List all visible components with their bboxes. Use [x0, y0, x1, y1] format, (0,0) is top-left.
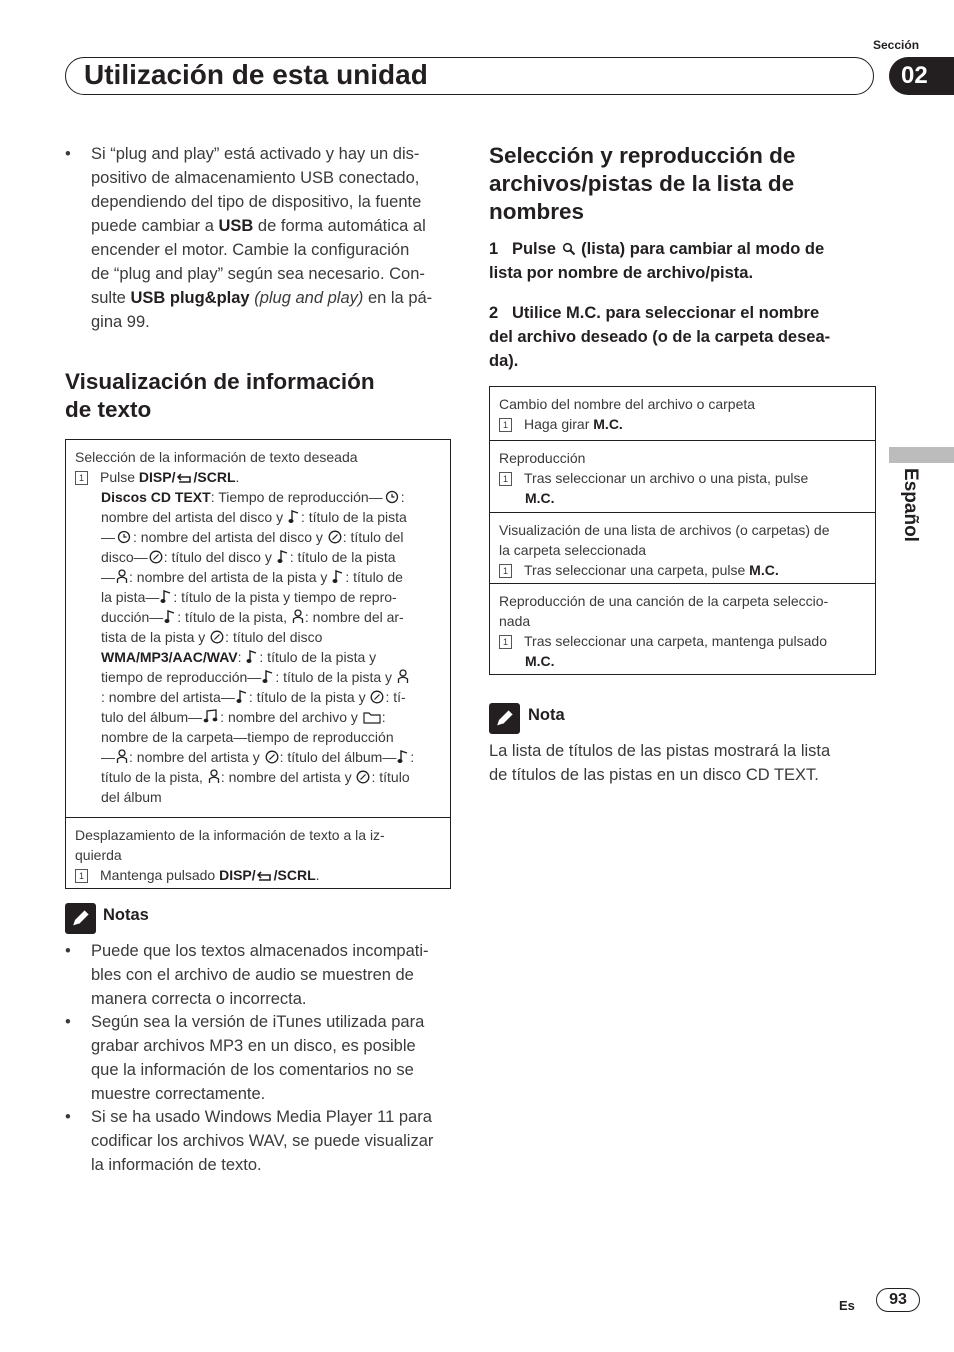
text-line: Si “plug and play” está activado y hay un dis- [91, 145, 420, 163]
section-label: Sección [873, 38, 920, 52]
text-line: La lista de títulos de las pistas mostrará la lista [489, 742, 831, 760]
disc-icon [370, 690, 384, 704]
heading-line: Selección y reproducción de [489, 143, 796, 168]
step-number: 1 [499, 418, 512, 432]
text-span: — [101, 749, 115, 765]
text-span: : título de la pista y [248, 689, 370, 705]
text-line: dependiendo del tipo de dispositivo, la fuente [91, 193, 422, 211]
page-title: Utilización de esta unidad [84, 59, 428, 90]
text-line: bles con el archivo de audio se muestren de [91, 966, 414, 984]
text-span: nombre del artista del disco y [101, 509, 287, 525]
step-line [75, 865, 441, 885]
clock-icon [384, 490, 400, 504]
artist-icon [116, 569, 128, 584]
artist-icon [208, 769, 220, 784]
text-line: nombre de la carpeta—tiempo de reproducción [101, 729, 394, 745]
bullet-dot: • [65, 1013, 71, 1031]
heading-file-list [489, 142, 881, 226]
music-note-icon [397, 749, 409, 764]
heading-line: archivos/pistas de la lista de [489, 171, 795, 196]
note-text [489, 739, 881, 787]
heading-line: de texto [65, 397, 152, 422]
text-span: — [101, 569, 115, 585]
mc-key: M.C. [749, 562, 779, 578]
text-line: que la información de los comentarios no se [91, 1061, 414, 1079]
disc-icon [265, 750, 279, 764]
row-title: Desplazamiento de la información de texto a la iz- [75, 827, 385, 843]
text-span: : Tiempo de reproducción— [210, 489, 383, 505]
step-1 [489, 237, 881, 285]
mc-key: M.C. [593, 416, 623, 432]
note-pencil-icon [65, 903, 96, 934]
notes-title: Notas [103, 906, 149, 924]
text-span: la pista— [101, 589, 160, 605]
text-span: : título del disco [225, 629, 323, 645]
music-note-icon [277, 549, 289, 564]
text-span: de forma automática al [253, 217, 426, 235]
usb-plug-play-link: USB plug&play [130, 289, 250, 307]
text-span: ducción— [101, 609, 164, 625]
text-span: : nombre del ar- [304, 609, 404, 625]
step-text: Utilice M.C. para seleccionar el nombre [511, 304, 820, 322]
text-span: : título de la pista [300, 509, 407, 525]
text-span: : [410, 749, 415, 765]
table-row [490, 583, 875, 674]
mc-key: M.C. [525, 490, 555, 506]
cd-text-block: Discos CD TEXT: Tiempo de reproducción— : nombre del artista del disco y : título de la pista — : nombre del artista del disco y : título del disco— : título del disco y : título de la pista — : nombre del artista de la pista y : título de la pista— : título de la pista y tiempo de repro- ducción— : título de la pista, : nombre del ar- tista de la pista y : título del disco WMA/MP3/AAC/WAV: : título de la pista y tiempo de reproducción— : título de la pista y : nombre del artista— : título de la pista y : tí- tulo del álbum— : nombre del archivo y : nombre de la carpeta—tiempo de reproducción — : nombre del artista y : título del álbum— : título de la pista, : nombre del artista y : título del álbum [75, 487, 441, 807]
text-span: sulte [91, 289, 131, 307]
back-arrow-icon [257, 870, 273, 882]
text-span: : título de la pista [289, 549, 396, 565]
text-line: muestre correctamente. [91, 1085, 266, 1103]
text-line [91, 286, 455, 310]
note-pencil-icon [489, 703, 520, 734]
music-note-icon [262, 669, 274, 684]
step-number: 1 [489, 240, 499, 258]
music-note-icon [160, 589, 172, 604]
disc-icon [210, 630, 224, 644]
table-row [66, 440, 450, 817]
text-info-table [65, 439, 451, 889]
search-icon [562, 242, 576, 256]
step-text: Tras seleccionar un archivo o una pista, pulse [524, 470, 809, 486]
disp-key: DISP/ [219, 867, 256, 883]
row-title: la carpeta seleccionada [499, 542, 647, 558]
text-line [91, 214, 455, 238]
text-line: Si se ha usado Windows Media Player 11 para [91, 1108, 432, 1126]
list-item [65, 1010, 455, 1106]
list-item [65, 1105, 455, 1177]
step-number: 1 [75, 471, 88, 485]
text-span: tulo del álbum— [101, 709, 203, 725]
text-line: manera correcta o incorrecta. [91, 990, 307, 1008]
music-note-icon [288, 509, 300, 524]
scrl-key: /SCRL [273, 867, 316, 883]
row-title: Reproducción de una canción de la carpeta seleccio- [499, 593, 829, 609]
text-span: : nombre del artista y [129, 749, 264, 765]
text-span: : nombre del artista del disco y [133, 529, 327, 545]
disc-icon [149, 550, 163, 564]
text-span: : título de la pista y [275, 669, 396, 685]
text-span: : título del [342, 529, 404, 545]
table-row [490, 512, 875, 583]
text-span: disco— [101, 549, 148, 565]
file-icon [203, 709, 219, 724]
text-span: : nombre del archivo y [220, 709, 362, 725]
text-span: : [381, 709, 386, 725]
text-span: — [101, 529, 115, 545]
text-span: : título del disco y [163, 549, 276, 565]
text-span: puede cambiar a [91, 217, 219, 235]
step-text: da). [489, 352, 519, 370]
footer-language: Es [839, 1298, 855, 1313]
cd-text-label: Discos CD TEXT [101, 489, 211, 505]
artist-icon [292, 609, 304, 624]
text-line: Según sea la versión de iTunes utilizada para [91, 1013, 425, 1031]
disp-key: DISP/ [138, 469, 176, 485]
step-number: 1 [75, 869, 88, 883]
text-line: codificar los archivos WAV, se puede visualizar [91, 1132, 434, 1150]
step-line [75, 467, 441, 487]
step-number: 1 [499, 635, 512, 649]
folder-icon [363, 710, 381, 724]
step-number: 1 [499, 472, 512, 486]
heading-line: nombres [489, 199, 585, 224]
row-title: Visualización de una lista de archivos (o carpetas) de [499, 522, 830, 538]
step-text: Haga girar [524, 416, 594, 432]
step-text: . [315, 867, 320, 883]
plug-and-play-bullet [65, 142, 455, 334]
text-span: : título del álbum— [279, 749, 397, 765]
mc-key: M.C. [525, 653, 555, 669]
section-number-badge: 02 [889, 57, 954, 95]
music-note-icon [332, 569, 344, 584]
page-number: 93 [876, 1288, 920, 1312]
step-text: del archivo deseado (o de la carpeta desea- [489, 328, 831, 346]
table-row [66, 817, 450, 888]
bullet-dot: • [65, 1108, 71, 1126]
text-line: del álbum [101, 789, 162, 805]
row-title: Selección de la información de texto deseada [75, 449, 358, 465]
text-line: de “plug and play” según sea necesario. Con- [91, 265, 425, 283]
heading-text-info [65, 368, 455, 424]
text-line: la información de texto. [91, 1156, 262, 1174]
language-tab-label: Español [900, 468, 921, 542]
row-title: quierda [75, 847, 122, 863]
heading-line: Visualización de información [65, 369, 375, 394]
text-span: : nombre del artista— [101, 689, 235, 705]
step-number: 1 [499, 564, 512, 578]
step-text: . [235, 469, 240, 485]
text-span: : título de [345, 569, 403, 585]
row-title: Cambio del nombre del archivo o carpeta [499, 396, 756, 412]
music-note-icon [164, 609, 176, 624]
back-arrow-icon [177, 472, 193, 484]
scrl-key: /SCRL [193, 469, 236, 485]
bullet-dot: • [65, 942, 71, 960]
music-note-icon [236, 689, 248, 704]
text-line: Puede que los textos almacenados incompati- [91, 942, 429, 960]
text-span: : tí- [385, 689, 406, 705]
wma-label: WMA/MP3/AAC/WAV [101, 649, 238, 665]
step-number: 2 [489, 304, 499, 322]
text-span: tista de la pista y [101, 629, 210, 645]
text-span: : título [371, 769, 410, 785]
usb-key: USB [218, 217, 254, 235]
step-2 [489, 301, 881, 373]
row-title: nada [499, 613, 531, 629]
step-text: lista por nombre de archivo/pista. [489, 264, 754, 282]
row-title: Reproducción [499, 450, 586, 466]
disc-icon [356, 770, 370, 784]
clock-icon [116, 530, 132, 544]
text-span: (plug and play) [254, 289, 364, 307]
music-note-icon [246, 649, 258, 664]
bullet-dot: • [65, 145, 71, 163]
note-title: Nota [528, 706, 565, 724]
text-span: : título de la pista, [177, 609, 291, 625]
text-line: de títulos de las pistas en un disco CD TEXT. [489, 766, 819, 784]
artist-icon [397, 669, 409, 684]
text-line: grabar archivos MP3 en un disco, es posible [91, 1037, 416, 1055]
step-text: (lista) para cambiar al modo de [576, 240, 825, 258]
text-span: : título de la pista y [259, 649, 377, 665]
text-line: gina 99. [91, 313, 150, 331]
text-span: en la pá- [363, 289, 433, 307]
text-line: positivo de almacenamiento USB conectado, [91, 169, 420, 187]
step-text: Mantenga pulsado [100, 867, 220, 883]
table-row [490, 387, 875, 440]
step-text: Tras seleccionar una carpeta, pulse [524, 562, 750, 578]
list-item [65, 939, 455, 1011]
text-span: : nombre del artista de la pista y [129, 569, 332, 585]
text-line: encender el motor. Cambie la configuración [91, 241, 410, 259]
artist-icon [116, 749, 128, 764]
text-span: : título de la pista y tiempo de repro- [173, 589, 397, 605]
text-span: tiempo de reproducción— [101, 669, 262, 685]
step-text: Tras seleccionar una carpeta, mantenga pulsado [524, 633, 827, 649]
text-span: título de la pista, [101, 769, 207, 785]
step-text: Pulse [511, 240, 561, 258]
file-list-table [489, 386, 876, 675]
text-span: : nombre del artista y [220, 769, 356, 785]
step-text: Pulse [100, 469, 139, 485]
table-row [490, 440, 875, 512]
disc-icon [328, 530, 342, 544]
